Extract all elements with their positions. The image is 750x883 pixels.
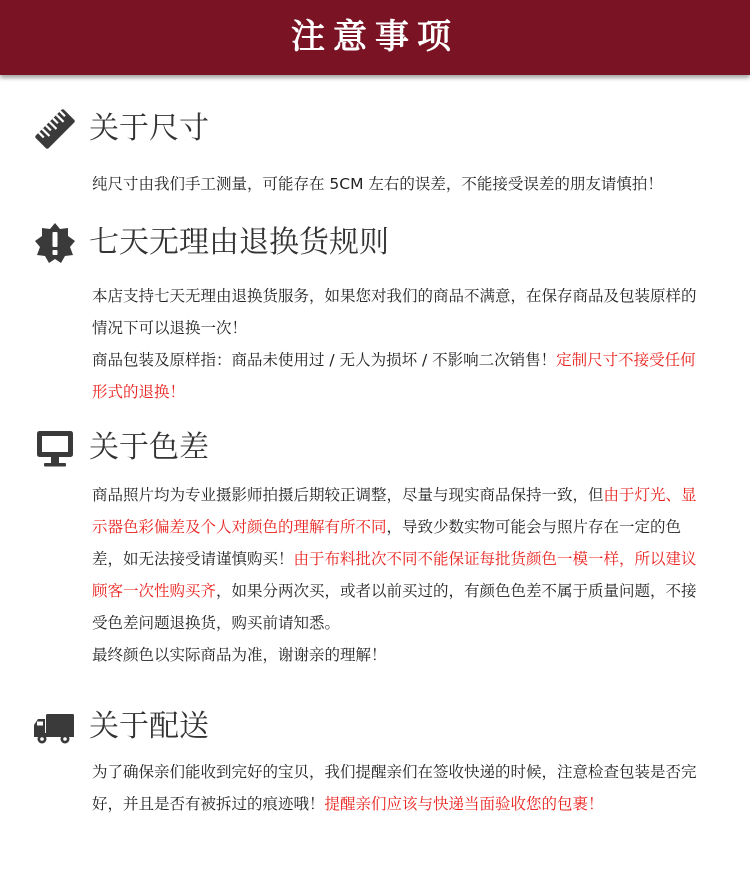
section-returns	[0, 220, 750, 420]
paragraph	[92, 479, 702, 639]
section-size	[0, 106, 750, 216]
section-delivery	[0, 704, 750, 874]
section-title: 关于色差	[89, 430, 209, 465]
text-highlight: 由于灯光、显示器色彩偏差及个人对颜色的理解有所不同	[92, 486, 697, 536]
section-color-header	[0, 425, 750, 471]
section-body	[92, 479, 702, 671]
paragraph	[92, 344, 702, 408]
section-size-header	[0, 106, 750, 152]
section-body	[92, 168, 732, 200]
section-title: 七天无理由退换货规则	[89, 225, 389, 260]
section-color	[0, 425, 750, 695]
text-normal: 为了确保亲们能收到完好的宝贝，我们提醒亲们在签收快递的时候，注意检查包装是否完好，并且是否有被拆过的痕迹哦！	[92, 763, 697, 813]
ruler-icon	[33, 108, 77, 150]
section-body	[92, 280, 702, 408]
section-title: 关于配送	[89, 709, 209, 744]
banner-title: 注意事项	[291, 17, 459, 57]
text-normal: ，如果分两次买，或者以前买过的，有颜色色差不属于质量问题，不接受色差问题退换货，购买前请知悉。	[92, 582, 697, 632]
text-normal: 商品包装及原样指：商品未使用过 / 无人为损坏 / 不影响二次销售！	[92, 351, 557, 369]
paragraph	[92, 756, 702, 820]
section-body	[92, 756, 702, 820]
paragraph: 纯尺寸由我们手工测量，可能存在 5CM 左右的误差，不能接受误差的朋友请慎拍！	[92, 175, 663, 193]
paragraph: 本店支持七天无理由退换货服务，如果您对我们的商品不满意，在保存商品及包装原样的情况下可以退换一次！	[92, 287, 697, 337]
text-highlight: 提醒亲们应该与快递当面验收您的包裹！	[324, 795, 604, 813]
paragraph: 最终颜色以实际商品为准，谢谢亲的理解！	[92, 646, 387, 664]
text-normal: 商品照片均为专业摄影师拍摄后期较正调整，尽量与现实商品保持一致，但	[92, 486, 604, 504]
section-title: 关于尺寸	[89, 111, 209, 146]
truck-icon	[30, 706, 78, 748]
section-delivery-header	[0, 704, 750, 750]
text-highlight: 由于布料批次不同不能保证每批货颜色一模一样，所以建议顾客一次性购买齐	[92, 550, 697, 600]
section-returns-header	[0, 220, 750, 266]
text-normal: ，导致少数实物可能会与照片存在一定的色差，如无法接受请谨慎购买！	[92, 518, 682, 568]
text-highlight: 定制尺寸不接受任何形式的退换！	[92, 351, 696, 401]
header-banner	[0, 0, 750, 75]
warning-gear-icon	[33, 222, 77, 264]
monitor-icon	[33, 427, 77, 469]
